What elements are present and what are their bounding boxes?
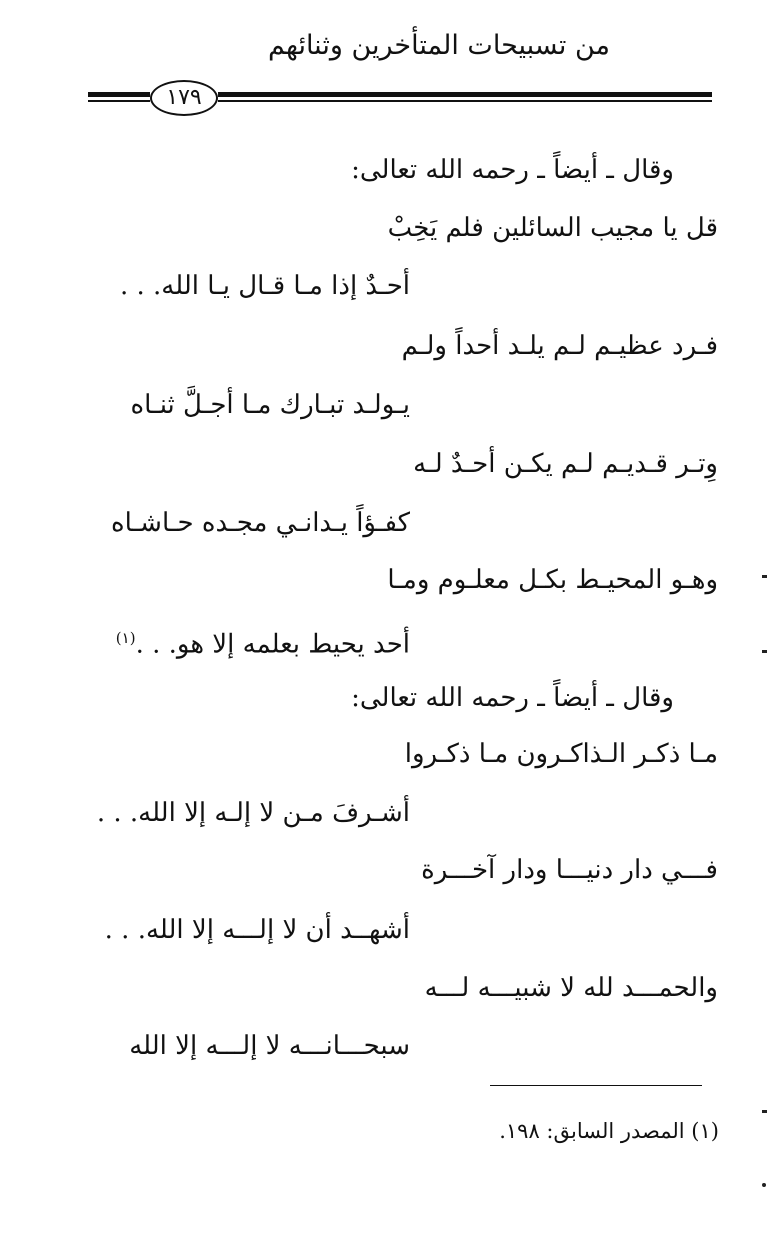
scan-mark [762, 1110, 767, 1113]
header-rule-left-thick [88, 92, 150, 97]
verse-line: مـا ذكـر الـذاكـرون مـا ذكـروا [404, 739, 718, 769]
page-number-badge: ١٧٩ [150, 80, 218, 116]
verse-line: وِتـر قـديـم لـم يكـن أحـدٌ لـه [413, 449, 718, 479]
verse-line: وهـو المحيـط بكـل معلـوم ومـا [387, 565, 718, 595]
verse-line: كفـؤاً يـدانـي مجـده حـاشـاه [111, 508, 410, 538]
verse-line: والحمـــد لله لا شبيـــه لـــه [424, 973, 718, 1003]
verse-line: فـرد عظيـم لـم يلـد أحداً ولـم [401, 331, 718, 361]
verse-line: أشـرفَ مـن لا إلـه إلا الله. . . [96, 798, 410, 828]
scan-mark [762, 650, 767, 653]
header-rule-right-thick [218, 92, 712, 97]
header-rule-right-thin [218, 100, 712, 102]
scan-mark [762, 1183, 766, 1187]
scan-mark [762, 575, 767, 578]
verse-line: قل يا مجيب السائلين فلم يَخِبْ [387, 213, 718, 243]
verse-line: أحـدٌ إذا مـا قـال يـا الله. . . [119, 271, 410, 301]
footnote-marker: (١) [115, 629, 136, 647]
footnote-separator [490, 1085, 702, 1086]
verse-line: سبحـــانـــه لا إلـــه إلا الله [129, 1031, 410, 1061]
verse-line: يـولـد تبـارك مـا أجـلَّ ثنـاه [130, 390, 410, 420]
page-header-title: من تسبيحات المتأخرين وثنائهم [268, 30, 610, 61]
header-rule-left-thin [88, 100, 150, 102]
footnote-text: (١) المصدر السابق: ١٩٨. [499, 1119, 719, 1143]
verse-line [80, 620, 410, 663]
verse-line: فـــي دار دنيـــا ودار آخـــرة [421, 855, 718, 885]
verse-line: أشهــد أن لا إلـــه إلا الله. . . [104, 915, 410, 945]
verse-text: أحد يحيط بعلمه إلا هو. . . [135, 629, 410, 660]
text-line: وقال ـ أيضاً ـ رحمه الله تعالى: [351, 683, 674, 713]
text-line: وقال ـ أيضاً ـ رحمه الله تعالى: [351, 155, 674, 185]
